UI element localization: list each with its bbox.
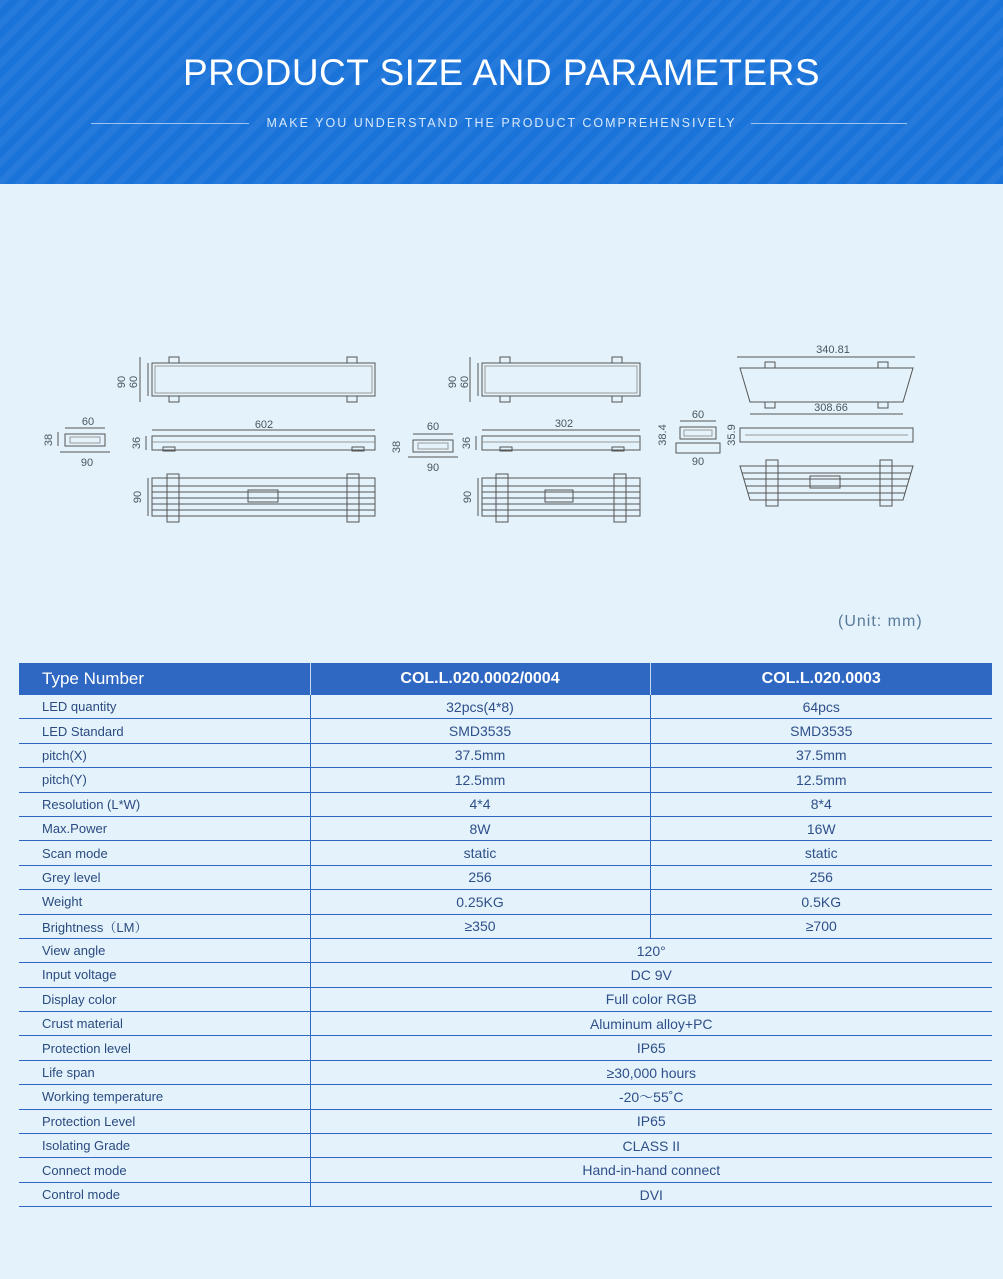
table-row	[19, 816, 992, 840]
value-a: 37.5mm	[310, 743, 650, 767]
d1-height-total: 90	[116, 375, 128, 389]
row-label: Crust material	[19, 1012, 310, 1036]
row-label: LED Standard	[19, 719, 310, 743]
d1-length: 602	[254, 419, 274, 431]
value-b: 37.5mm	[650, 743, 992, 767]
table-row	[19, 914, 992, 938]
table-header-row	[19, 663, 992, 695]
merged-value: DC 9V	[310, 963, 992, 987]
merged-value: ≥30,000 hours	[310, 1060, 992, 1084]
value-b: 16W	[650, 816, 992, 840]
table-row	[19, 890, 992, 914]
table-row	[19, 841, 992, 865]
row-label: View angle	[19, 938, 310, 962]
value-b: 256	[650, 865, 992, 889]
row-label: Input voltage	[19, 963, 310, 987]
row-label: Protection Level	[19, 1109, 310, 1133]
merged-value: IP65	[310, 1036, 992, 1060]
value-b: static	[650, 841, 992, 865]
d2-side-width: 60	[426, 421, 440, 433]
merged-value: 120°	[310, 938, 992, 962]
dimension-drawings	[0, 330, 1003, 530]
d1-height-inner: 60	[128, 375, 140, 389]
value-a: 256	[310, 865, 650, 889]
d2-length: 302	[554, 418, 574, 430]
row-label: Grey level	[19, 865, 310, 889]
d1-side-width: 60	[81, 416, 95, 428]
spec-table	[19, 663, 992, 1207]
row-label: LED quantity	[19, 695, 310, 719]
merged-value: Hand-in-hand connect	[310, 1158, 992, 1182]
drawing-602	[58, 357, 375, 522]
page-subtitle: MAKE YOU UNDERSTAND THE PRODUCT COMPREHENSIVELY	[266, 116, 737, 130]
table-row	[19, 938, 992, 962]
row-label: pitch(Y)	[19, 768, 310, 792]
d3-top-length: 340.81	[816, 344, 850, 356]
drawing-340	[676, 357, 915, 506]
row-label: Display color	[19, 987, 310, 1011]
table-row	[19, 695, 992, 719]
merged-value: Full color RGB	[310, 987, 992, 1011]
table-row	[19, 1109, 992, 1133]
header-model-a: COL.L.020.0002/0004	[310, 663, 650, 695]
d1-bottom-height: 90	[132, 490, 144, 504]
d3-side-height: 38.4	[657, 424, 669, 446]
header-type-number: Type Number	[19, 663, 310, 695]
row-label: Isolating Grade	[19, 1134, 310, 1158]
d2-bottom-height: 90	[462, 490, 474, 504]
d1-side-base: 90	[80, 457, 94, 469]
d2-side-base: 90	[426, 462, 440, 474]
table-row	[19, 768, 992, 792]
table-row	[19, 987, 992, 1011]
header-banner	[0, 0, 1003, 184]
d2-side-height: 38	[391, 440, 403, 454]
unit-note: (Unit: mm)	[838, 613, 923, 630]
d3-side-width: 60	[691, 409, 705, 421]
d1-side-height: 38	[43, 433, 55, 447]
value-a: 12.5mm	[310, 768, 650, 792]
table-row	[19, 1158, 992, 1182]
d2-front-height: 36	[461, 436, 473, 450]
page-title: PRODUCT SIZE AND PARAMETERS	[182, 52, 821, 93]
row-label: Protection level	[19, 1036, 310, 1060]
value-a: 4*4	[310, 792, 650, 816]
header-model-b: COL.L.020.0003	[650, 663, 992, 695]
table-row	[19, 1036, 992, 1060]
table-row	[19, 719, 992, 743]
row-label: Weight	[19, 890, 310, 914]
table-row	[19, 865, 992, 889]
table-row	[19, 792, 992, 816]
merged-value: IP65	[310, 1109, 992, 1133]
table-row	[19, 743, 992, 767]
d3-front-height: 35.9	[726, 424, 738, 446]
value-a: static	[310, 841, 650, 865]
row-label: Connect mode	[19, 1158, 310, 1182]
table-row	[19, 1012, 992, 1036]
table-row	[19, 1134, 992, 1158]
table-row	[19, 1182, 992, 1206]
merged-value: DVI	[310, 1182, 992, 1206]
d2-height-inner: 60	[459, 375, 471, 389]
value-b: 0.5KG	[650, 890, 992, 914]
merged-value: Aluminum alloy+PC	[310, 1012, 992, 1036]
drawing-302	[408, 357, 640, 522]
value-b: ≥700	[650, 914, 992, 938]
d3-bottom-length: 308.66	[814, 402, 848, 414]
d3-side-base: 90	[691, 456, 705, 468]
value-a: 32pcs(4*8)	[310, 695, 650, 719]
value-a: 8W	[310, 816, 650, 840]
d1-front-height: 36	[131, 436, 143, 450]
value-a: SMD3535	[310, 719, 650, 743]
merged-value: CLASS II	[310, 1134, 992, 1158]
row-label: Life span	[19, 1060, 310, 1084]
table-row	[19, 963, 992, 987]
value-a: 0.25KG	[310, 890, 650, 914]
row-label: Working temperature	[19, 1085, 310, 1109]
value-b: 12.5mm	[650, 768, 992, 792]
d2-height-total: 90	[447, 375, 459, 389]
value-b: 8*4	[650, 792, 992, 816]
row-label: Scan mode	[19, 841, 310, 865]
row-label: Resolution (L*W)	[19, 792, 310, 816]
row-label: Control mode	[19, 1182, 310, 1206]
row-label: Brightness（LM）	[19, 914, 310, 938]
row-label: pitch(X)	[19, 743, 310, 767]
row-label: Max.Power	[19, 816, 310, 840]
value-a: ≥350	[310, 914, 650, 938]
table-row	[19, 1060, 992, 1084]
table-row	[19, 1085, 992, 1109]
value-b: 64pcs	[650, 695, 992, 719]
value-b: SMD3535	[650, 719, 992, 743]
merged-value: -20～55˚C	[310, 1085, 992, 1109]
